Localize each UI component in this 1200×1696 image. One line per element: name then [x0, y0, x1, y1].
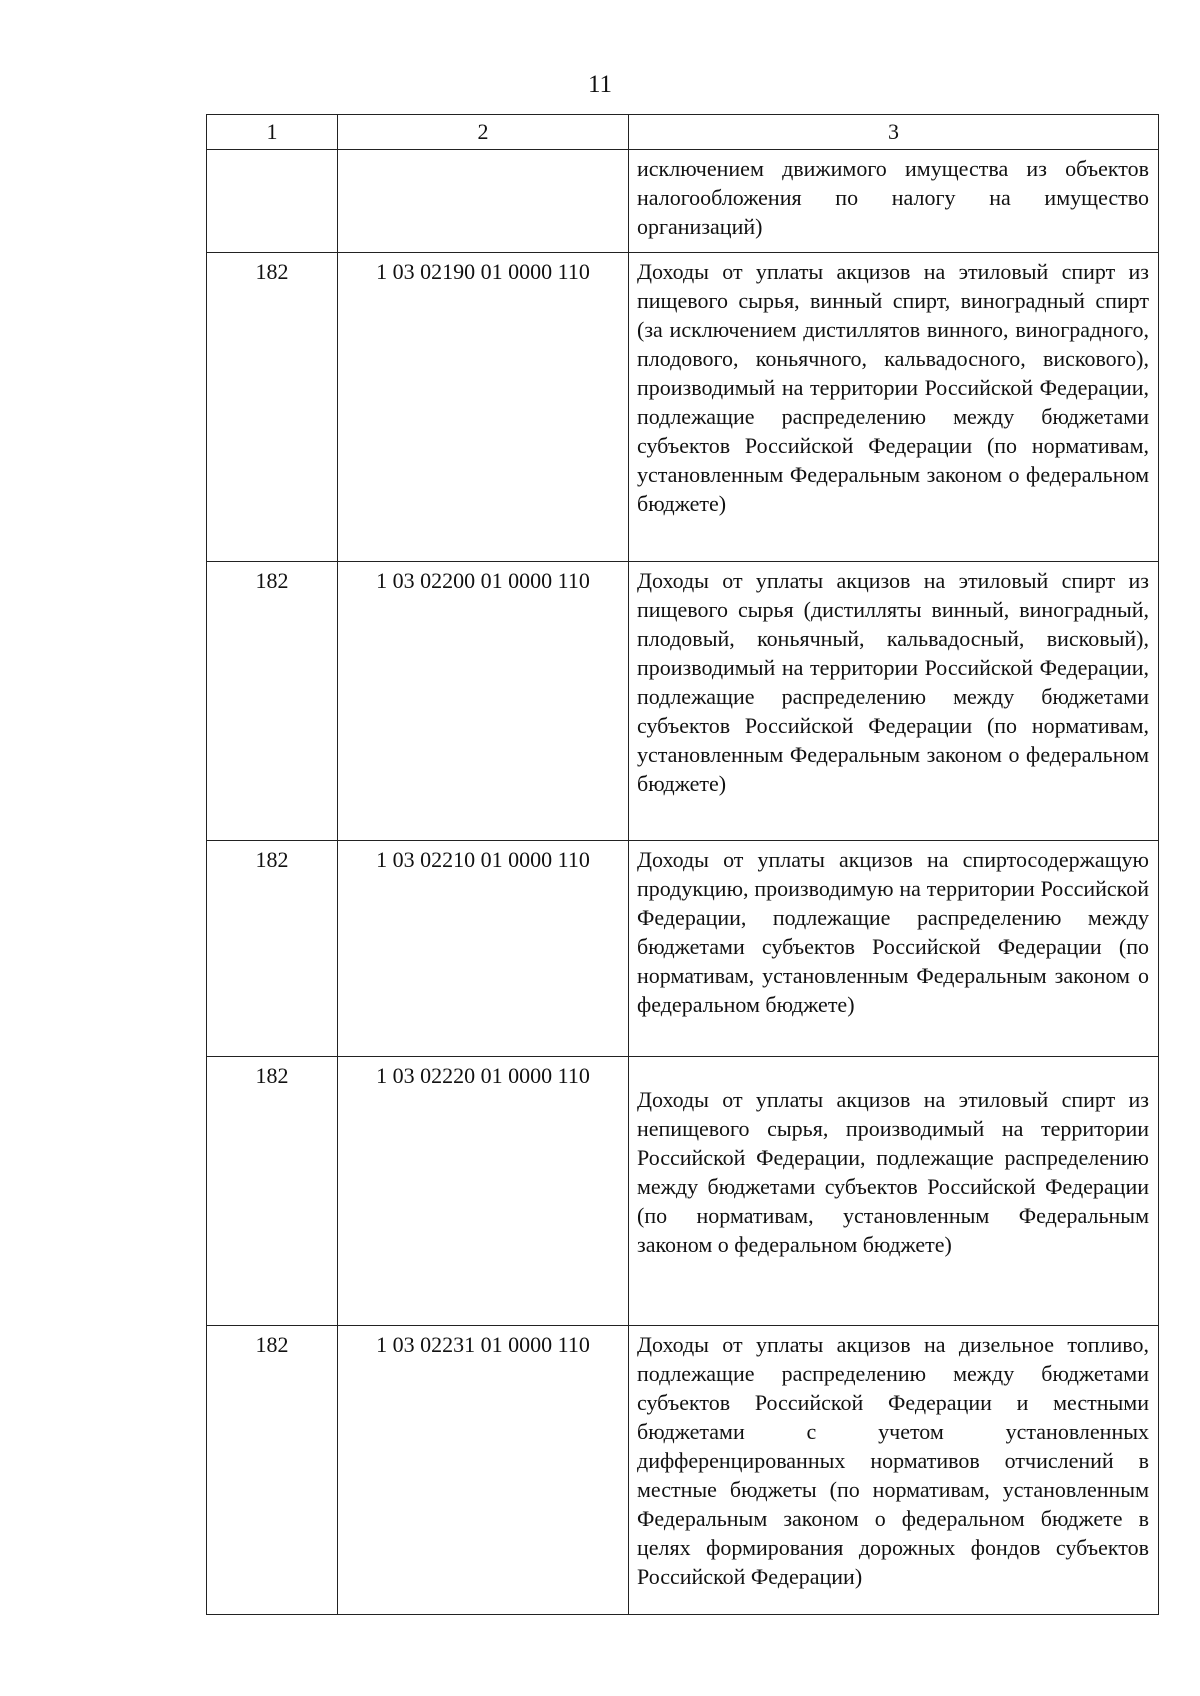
admin-code-cell: 182	[207, 1326, 338, 1615]
table-row	[207, 253, 1159, 562]
table-row	[207, 150, 1159, 253]
budget-code-cell: 1 03 02200 01 0000 110	[338, 562, 629, 841]
budget-code-cell: 1 03 02231 01 0000 110	[338, 1326, 629, 1615]
table-row	[207, 1057, 1159, 1326]
description-cell: Доходы от уплаты акцизов на этиловый спирт из пищевого сырья (дистилляты винный, виноградный, плодовый, коньячный, кальвадосный, висковый), производимый на территории Российской Федерации, подлежащие распределению между бюджетами субъектов Российской Федерации (по нормативам, установленным Федеральным законом о федеральном бюджете)	[629, 562, 1159, 841]
column-header-2: 2	[338, 115, 629, 150]
table-header-row	[207, 115, 1159, 150]
description-cell: Доходы от уплаты акцизов на этиловый спирт из пищевого сырья, винный спирт, виноградный спирт (за исключением дистиллятов винного, виноградного, плодового, коньячного, кальвадосного, вискового), производимый на территории Российской Федерации, подлежащие распределению между бюджетами субъектов Российской Федерации (по нормативам, установленным Федеральным законом о федеральном бюджете)	[629, 253, 1159, 562]
budget-code-cell: 1 03 02190 01 0000 110	[338, 253, 629, 562]
budget-code-cell	[338, 150, 629, 253]
description-cell: исключением движимого имущества из объектов налогообложения по налогу на имущество организаций)	[629, 150, 1159, 253]
admin-code-cell	[207, 150, 338, 253]
description-cell: Доходы от уплаты акцизов на этиловый спирт из непищевого сырья, производимый на территории Российской Федерации, подлежащие распределению между бюджетами субъектов Российской Федерации (по нормативам, установленным Федеральным законом о федеральном бюджете)	[629, 1057, 1159, 1326]
budget-code-cell: 1 03 02220 01 0000 110	[338, 1057, 629, 1326]
admin-code-cell: 182	[207, 841, 338, 1057]
column-header-3: 3	[629, 115, 1159, 150]
budget-classification-table	[206, 114, 1159, 1615]
admin-code-cell: 182	[207, 1057, 338, 1326]
budget-code-cell: 1 03 02210 01 0000 110	[338, 841, 629, 1057]
table-row	[207, 841, 1159, 1057]
description-cell: Доходы от уплаты акцизов на дизельное топливо, подлежащие распределению между бюджетами субъектов Российской Федерации и местными бюджетами с учетом установленных дифференцированных нормативов отчислений в местные бюджеты (по нормативам, установленным Федеральным законом о федеральном бюджете в целях формирования дорожных фондов субъектов Российской Федерации)	[629, 1326, 1159, 1615]
admin-code-cell: 182	[207, 562, 338, 841]
table-row	[207, 1326, 1159, 1615]
page-number: 11	[587, 71, 613, 98]
table-row	[207, 562, 1159, 841]
description-cell: Доходы от уплаты акцизов на спиртосодержащую продукцию, производимую на территории Российской Федерации, подлежащие распределению между бюджетами субъектов Российской Федерации (по нормативам, установленным Федеральным законом о федеральном бюджете)	[629, 841, 1159, 1057]
column-header-1: 1	[207, 115, 338, 150]
admin-code-cell: 182	[207, 253, 338, 562]
